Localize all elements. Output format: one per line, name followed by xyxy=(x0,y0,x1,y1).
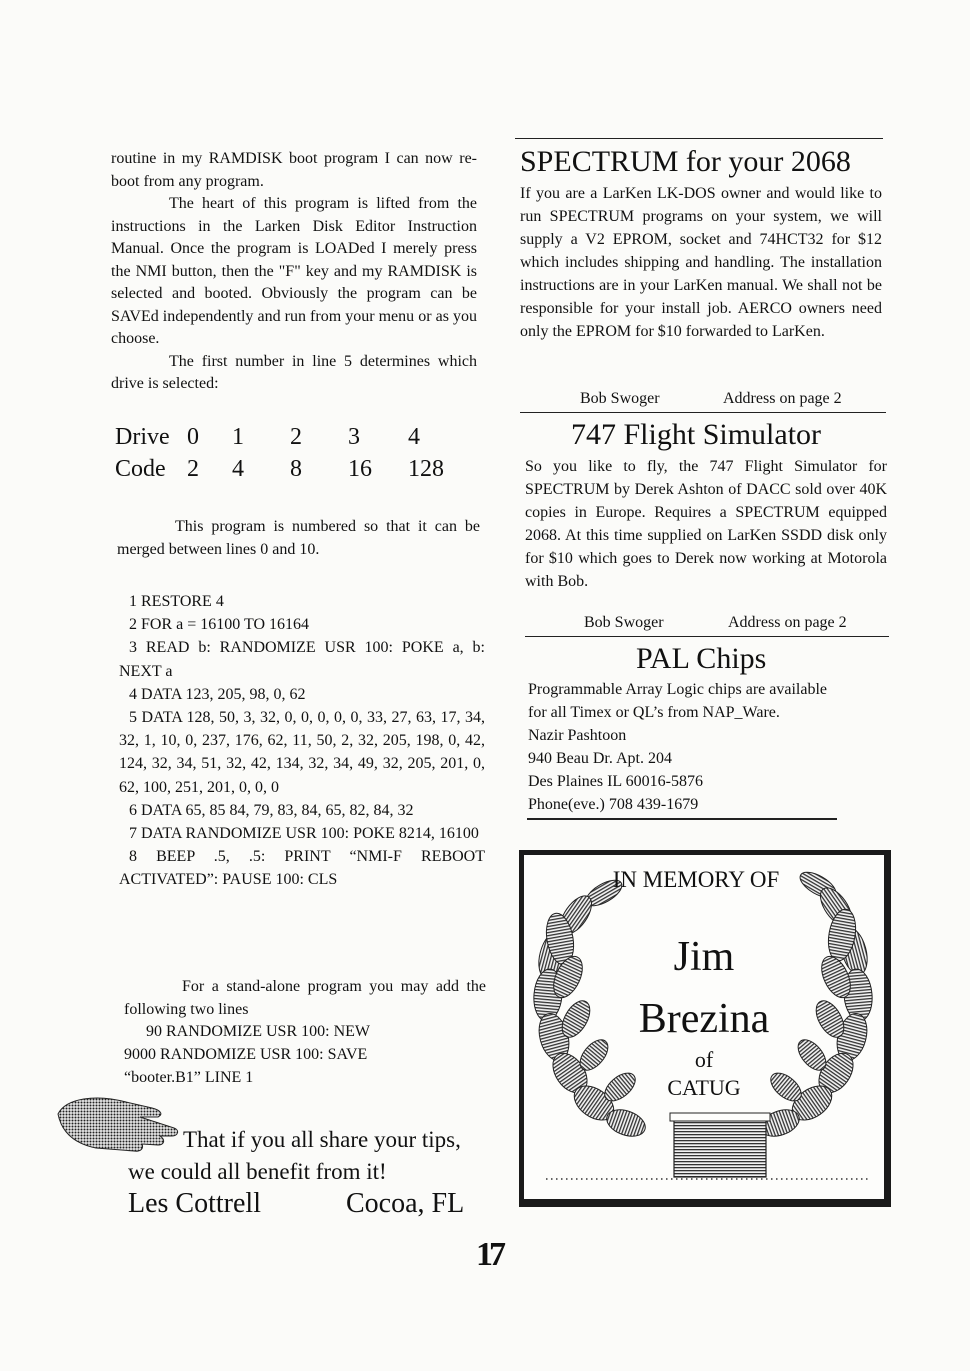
author-location: Cocoa, FL xyxy=(346,1188,465,1219)
listing-line: 3 READ b: RANDOMIZE USR 100: POKE a, b: NEXT a xyxy=(119,639,485,680)
code-value: 4 xyxy=(232,456,244,482)
drive-label: Drive xyxy=(115,424,170,450)
ad-line: Des Plaines IL 60016-5876 xyxy=(528,773,703,790)
listing-line: 90 RANDOMIZE USR 100: NEW xyxy=(146,1023,370,1040)
drive-value: 2 xyxy=(290,424,302,450)
memorial-last-name: Brezina xyxy=(638,996,770,1042)
ad-line: 940 Beau Dr. Apt. 204 xyxy=(528,750,672,767)
ad-headline: SPECTRUM for your 2068 xyxy=(520,145,851,178)
memorial-box xyxy=(519,850,891,1207)
divider xyxy=(527,818,837,820)
listing-line: 6 DATA 65, 85 84, 79, 83, 84, 65, 82, 84, 32 xyxy=(129,801,414,819)
byline-ref: Address on page 2 xyxy=(728,614,847,631)
memorial-group: CATUG xyxy=(667,1075,741,1100)
closing-remark: That if you all share your tips, we could all benefit from it! xyxy=(128,1127,461,1184)
byline-ref: Address on page 2 xyxy=(723,390,842,407)
ad-headline: PAL Chips xyxy=(636,642,767,675)
code-value: 2 xyxy=(187,456,199,482)
paragraph: The heart of this program is lifted from the instructions in the Larken Disk Editor Instruction Manual. Once the program is LOADed I merely press the NMI button, then the "F" key and my RAMDISK is selected and booted. Obviously the program can be SAVEd independently and run from your menu or as you choose. xyxy=(111,195,477,347)
divider xyxy=(515,138,883,139)
listing-line: 4 DATA 123, 205, 98, 0, 62 xyxy=(129,685,306,703)
paragraph: The first number in line 5 determines which drive is selected: xyxy=(111,352,477,392)
byline-name: Bob Swoger xyxy=(580,390,660,407)
divider xyxy=(520,412,886,413)
memorial-first-name: Jim xyxy=(673,934,735,980)
paragraph: For a stand-alone program you may add the following two lines xyxy=(124,978,486,1018)
drive-value: 1 xyxy=(232,424,244,450)
ad-body: If you are a LarKen LK-DOS owner and would like to run SPECTRUM programs on your system, we will supply a V2 EPROM, socket and 74HCT32 for $12 which includes shipping and handling. The installation instructions are in your LarKen manual. We shall not be responsible for your install job. AERCO owners need only the EPROM for $10 forwarded to LarKen. xyxy=(520,185,882,340)
code-label: Code xyxy=(115,456,166,482)
listing-line: 1 RESTORE 4 xyxy=(129,593,224,610)
code-value: 8 xyxy=(290,456,302,482)
program-listing xyxy=(119,590,485,892)
listing-line: 2 FOR a = 16100 TO 16164 xyxy=(129,616,309,634)
drive-value: 3 xyxy=(348,424,360,450)
paragraph: routine in my RAMDISK boot program I can now re-boot from any program. xyxy=(111,150,477,190)
left-column xyxy=(111,148,477,396)
paragraph: This program is numbered so that it can be merged between lines 0 and 10. xyxy=(117,518,480,558)
listing-line: 9000 RANDOMIZE USR 100: SAVE “booter.B1” LINE 1 xyxy=(124,1046,368,1086)
ad-body xyxy=(528,678,890,816)
memorial-heading: IN MEMORY OF xyxy=(612,867,780,892)
ad-line: Programmable Array Logic chips are available xyxy=(528,681,827,698)
drive-value: 0 xyxy=(187,424,199,450)
drive-value: 4 xyxy=(408,424,420,450)
listing-line: 5 DATA 128, 50, 3, 32, 0, 0, 0, 0, 0, 33, 27, 63, 17, 34, 32, 1, 10, 0, 237, 176, 62, 11, 50, 2, 32, 205, 198, 0, 42, 124, 32, 34, 51, 32, 42, 134, 32, 34, 49, 32, 205, 201, 0, 62, 100, 251, 201, 0, 0, 0 xyxy=(119,709,485,796)
listing-line: 7 DATA RANDOMIZE USR 100: POKE 8214, 16100 xyxy=(129,825,479,843)
author-name: Les Cottrell xyxy=(128,1188,261,1219)
ad-line: Phone(eve.) 708 439-1679 xyxy=(528,796,699,813)
memorial-of: of xyxy=(694,1047,714,1072)
ad-line: Nazir Pashtoon xyxy=(528,727,627,744)
byline-name: Bob Swoger xyxy=(584,614,664,631)
code-value: 128 xyxy=(408,456,444,482)
ad-body: So you like to fly, the 747 Flight Simulator for SPECTRUM by Derek Ashton of DACC sold over 40K copies in Europe. Requires a SPECTRUM equipped 2068. At this time supplied on LarKen SSDD disk only for $10 which goes to Derek now working at Motorola with Bob. xyxy=(525,458,887,590)
ad-line: for all Timex or QL’s from NAP_Ware. xyxy=(528,704,780,721)
listing-line: 8 BEEP .5, .5: PRINT “NMI-F REBOOT ACTIVATED”: PAUSE 100: CLS xyxy=(119,848,485,889)
ad-headline: 747 Flight Simulator xyxy=(571,418,822,451)
page-number: 17 xyxy=(476,1236,502,1273)
code-value: 16 xyxy=(348,456,372,482)
divider xyxy=(525,636,889,637)
